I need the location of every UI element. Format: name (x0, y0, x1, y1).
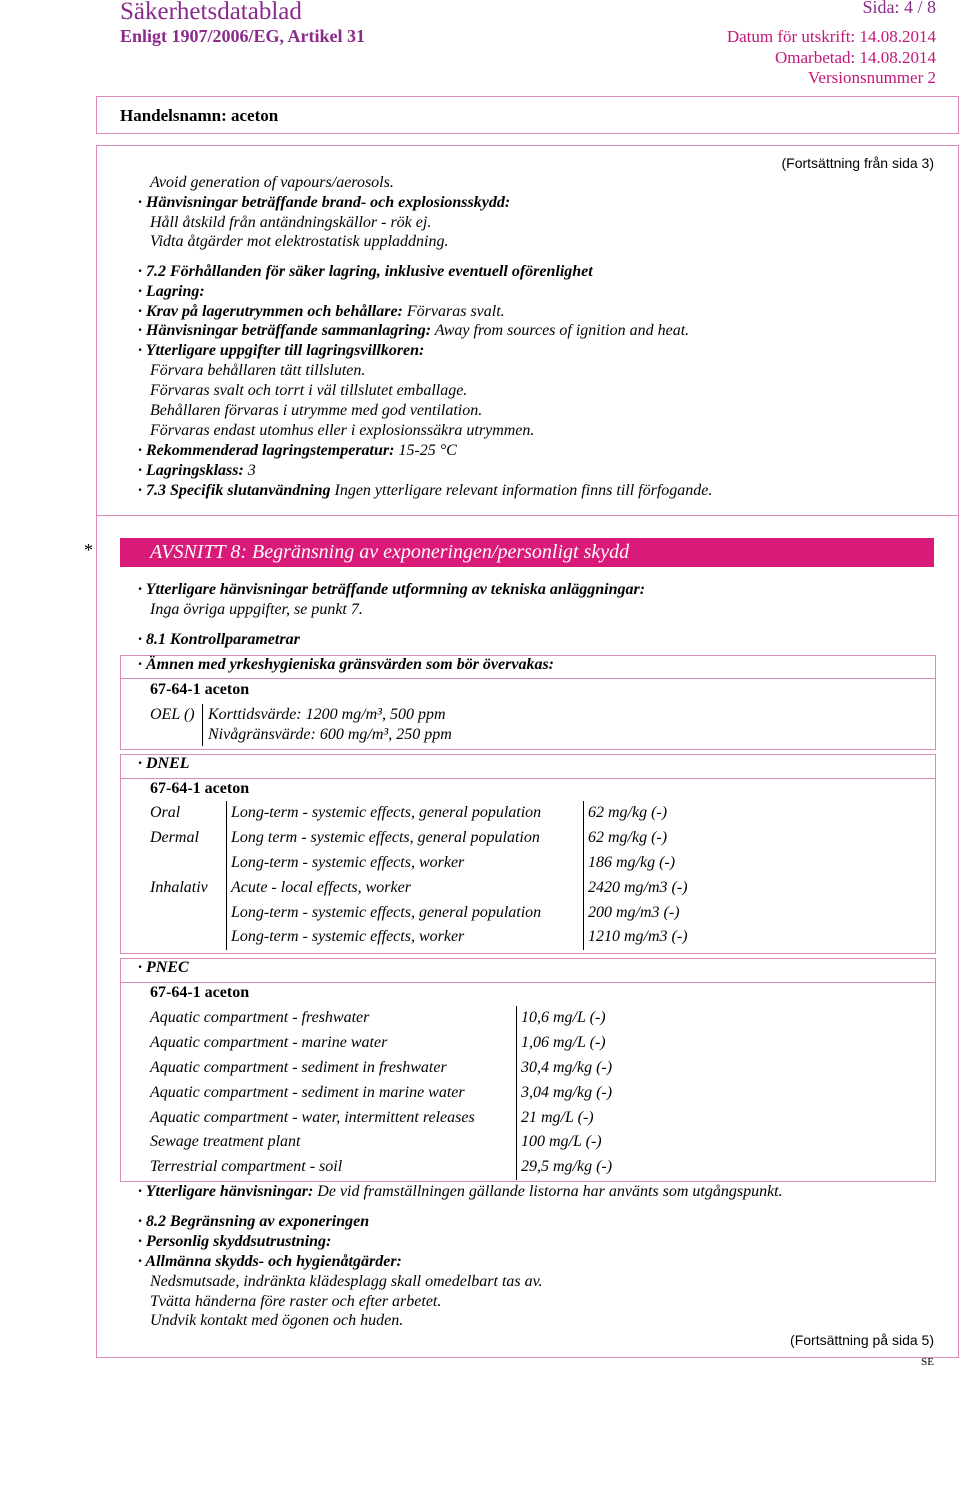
dnel-row (146, 826, 708, 851)
s8-value: De vid framställningen gällande listorna har använts som utgångspunkt. (313, 1183, 783, 1200)
oel-heading: · Ämnen med yrkeshygieniska gränsvärden som bör övervakas: (138, 656, 554, 673)
dnel-route (146, 925, 227, 950)
oel-short-term: Korttidsvärde: 1200 mg/m³, 500 ppm (208, 706, 446, 723)
s7-heading-storage: · 7.2 Förhållanden för säker lagring, inklusive eventuell oförenlighet (138, 263, 593, 280)
pnec-value: 1,06 mg/L (-) (517, 1031, 642, 1056)
section8-title: AVSNITT 8: Begränsning av exponeringen/personligt skydd (150, 541, 630, 563)
s7-line: Förvaras endast utomhus eller i explosionssäkra utrymmen. (150, 422, 535, 439)
pnec-row (146, 1006, 641, 1031)
dnel-heading: · DNEL (138, 755, 190, 772)
dnel-route: Oral (150, 804, 181, 822)
s7-line: Behållaren förvaras i utrymme med god ventilation. (150, 402, 483, 419)
oel-divider (202, 704, 203, 746)
s7-line-requirements (138, 303, 505, 321)
pnec-table (146, 1006, 641, 1180)
s7-line-cohabitation (138, 322, 689, 340)
pnec-comp: Terrestrial compartment - soil (150, 1158, 343, 1176)
pnec-row (146, 1130, 641, 1155)
s8-tech-text: Inga övriga uppgifter, se punkt 7. (150, 601, 363, 618)
version-number: Versionsnummer 2 (808, 68, 936, 87)
pnec-comp: Sewage treatment plant (150, 1133, 301, 1151)
regulation-reference: Enligt 1907/2006/EG, Artikel 31 (120, 26, 366, 46)
s8-label: · Ytterligare hänvisningar: (138, 1183, 314, 1200)
s8-hygiene-line: Nedsmutsade, indränkta klädesplagg skall omedelbart tas av. (150, 1273, 543, 1290)
dnel-row (146, 801, 708, 826)
dnel-value: 1210 mg/m3 (-) (584, 925, 709, 950)
s7-heading-fire: · Hänvisningar beträffande brand- och explosionsskydd: (138, 194, 511, 211)
pnec-value: 21 mg/L (-) (517, 1105, 642, 1130)
dnel-effect: Long-term - systemic effects, general population (227, 900, 584, 925)
oel-limit: Nivågränsvärde: 600 mg/m³, 250 ppm (208, 726, 452, 743)
page-number: Sida: 4 / 8 (862, 0, 936, 17)
s7-line-end-use (138, 482, 712, 500)
s7-value: Förvaras svalt. (402, 303, 505, 320)
continued-from: (Fortsättning från sida 3) (781, 155, 934, 171)
dnel-table (146, 801, 708, 950)
language-code: SE (921, 1356, 934, 1368)
pnec-row (146, 1155, 641, 1180)
s7-line-storage-class (138, 462, 256, 480)
pnec-comp: Aquatic compartment - marine water (150, 1034, 388, 1052)
pnec-substance: 67-64-1 aceton (150, 984, 250, 1001)
document-title: Säkerhetsdatablad (120, 0, 302, 25)
s8-hygiene-line: Undvik kontakt med ögonen och huden. (150, 1312, 404, 1329)
pnec-value: 30,4 mg/kg (-) (517, 1056, 642, 1081)
pnec-row (146, 1080, 641, 1105)
dnel-route: Dermal (150, 829, 199, 847)
dnel-row (146, 875, 708, 900)
s7-line-temperature (138, 442, 457, 460)
revision-marker: * (84, 540, 93, 560)
revised-date: Omarbetad: 14.08.2014 (775, 48, 936, 67)
s7-label: · Krav på lagerutrymmen och behållare: (138, 303, 403, 320)
dnel-value: 186 mg/kg (-) (584, 851, 709, 876)
pnec-row (146, 1056, 641, 1081)
s8-tech-heading: · Ytterligare hänvisningar beträffande utformning av tekniska anläggningar: (138, 581, 646, 598)
pnec-comp: Aquatic compartment - sediment in marine water (150, 1083, 465, 1101)
s7-line: Förvara behållaren tätt tillsluten. (150, 362, 366, 379)
s8-control-parameters: · 8.1 Kontrollparametrar (138, 631, 300, 648)
s7-label: · Rekommenderad lagringstemperatur: (138, 442, 395, 459)
dnel-route: Inhalativ (150, 878, 208, 896)
s7-line: Förvaras svalt och torrt i väl tillslutet emballage. (150, 382, 468, 399)
dnel-row (146, 925, 708, 950)
dnel-effect: Long term - systemic effects, general population (227, 826, 584, 851)
s7-label: · Lagringsklass: (138, 462, 244, 479)
s7-value: 15-25 °C (394, 442, 457, 459)
dnel-effect: Long-term - systemic effects, general population (227, 801, 584, 826)
s7-line: Vidta åtgärder mot elektrostatisk uppladdning. (150, 233, 449, 250)
s8-exposure-controls: · 8.2 Begränsning av exponeringen (138, 1213, 370, 1230)
pnec-row (146, 1031, 641, 1056)
pnec-row (146, 1105, 641, 1130)
print-date: Datum för utskrift: 14.08.2014 (726, 27, 936, 46)
dnel-value: 62 mg/kg (-) (584, 801, 709, 826)
s8-hygiene-heading: · Allmänna skydds- och hygienåtgärder: (138, 1253, 402, 1270)
s7-heading-lagring: · Lagring: (138, 283, 205, 300)
s7-value: 3 (243, 462, 256, 479)
trade-name: Handelsnamn: aceton (120, 106, 279, 125)
divider (120, 678, 935, 679)
dnel-effect: Acute - local effects, worker (227, 875, 584, 900)
s7-line: Håll åtskild från antändningskällor - rök ej. (150, 214, 432, 231)
continued-to: (Fortsättning på sida 5) (790, 1332, 934, 1348)
s7-label: · Hänvisningar beträffande sammanlagring: (138, 322, 432, 339)
dnel-substance: 67-64-1 aceton (150, 780, 250, 797)
dnel-row (146, 900, 708, 925)
dnel-effect: Long-term - systemic effects, worker (227, 851, 584, 876)
pnec-value: 29,5 mg/kg (-) (517, 1155, 642, 1180)
s8-hygiene-line: Tvätta händerna före raster och efter arbetet. (150, 1293, 442, 1310)
divider (120, 778, 935, 779)
s7-line: Avoid generation of vapours/aerosols. (150, 174, 394, 191)
pnec-value: 3,04 mg/kg (-) (517, 1080, 642, 1105)
oel-label: OEL () (150, 706, 195, 723)
dnel-effect: Long-term - systemic effects, worker (227, 925, 584, 950)
pnec-comp: Aquatic compartment - sediment in freshwater (150, 1058, 447, 1076)
s8-further-info (138, 1183, 783, 1201)
dnel-route (146, 900, 227, 925)
divider (120, 982, 935, 983)
s7-heading-conditions: · Ytterligare uppgifter till lagringsvillkoren: (138, 342, 425, 359)
oel-substance: 67-64-1 aceton (150, 681, 250, 698)
pnec-comp: Aquatic compartment - freshwater (150, 1009, 370, 1027)
trade-name-box (96, 96, 959, 134)
pnec-comp: Aquatic compartment - water, intermittent releases (150, 1108, 475, 1126)
pnec-value: 100 mg/L (-) (517, 1130, 642, 1155)
dnel-value: 2420 mg/m3 (-) (584, 875, 709, 900)
dnel-value: 62 mg/kg (-) (584, 826, 709, 851)
divider (96, 515, 958, 516)
pnec-value: 10,6 mg/L (-) (517, 1006, 642, 1031)
pnec-heading: · PNEC (138, 959, 189, 976)
s8-ppe: · Personlig skyddsutrustning: (138, 1233, 332, 1250)
s7-value: Ingen ytterligare relevant information finns till förfogande. (330, 482, 713, 499)
s7-label: · 7.3 Specifik slutanvändning (138, 482, 331, 499)
dnel-row (146, 851, 708, 876)
s7-value: Away from sources of ignition and heat. (431, 322, 690, 339)
section8-title-bar (120, 538, 934, 567)
dnel-value: 200 mg/m3 (-) (584, 900, 709, 925)
dnel-route (146, 851, 227, 876)
